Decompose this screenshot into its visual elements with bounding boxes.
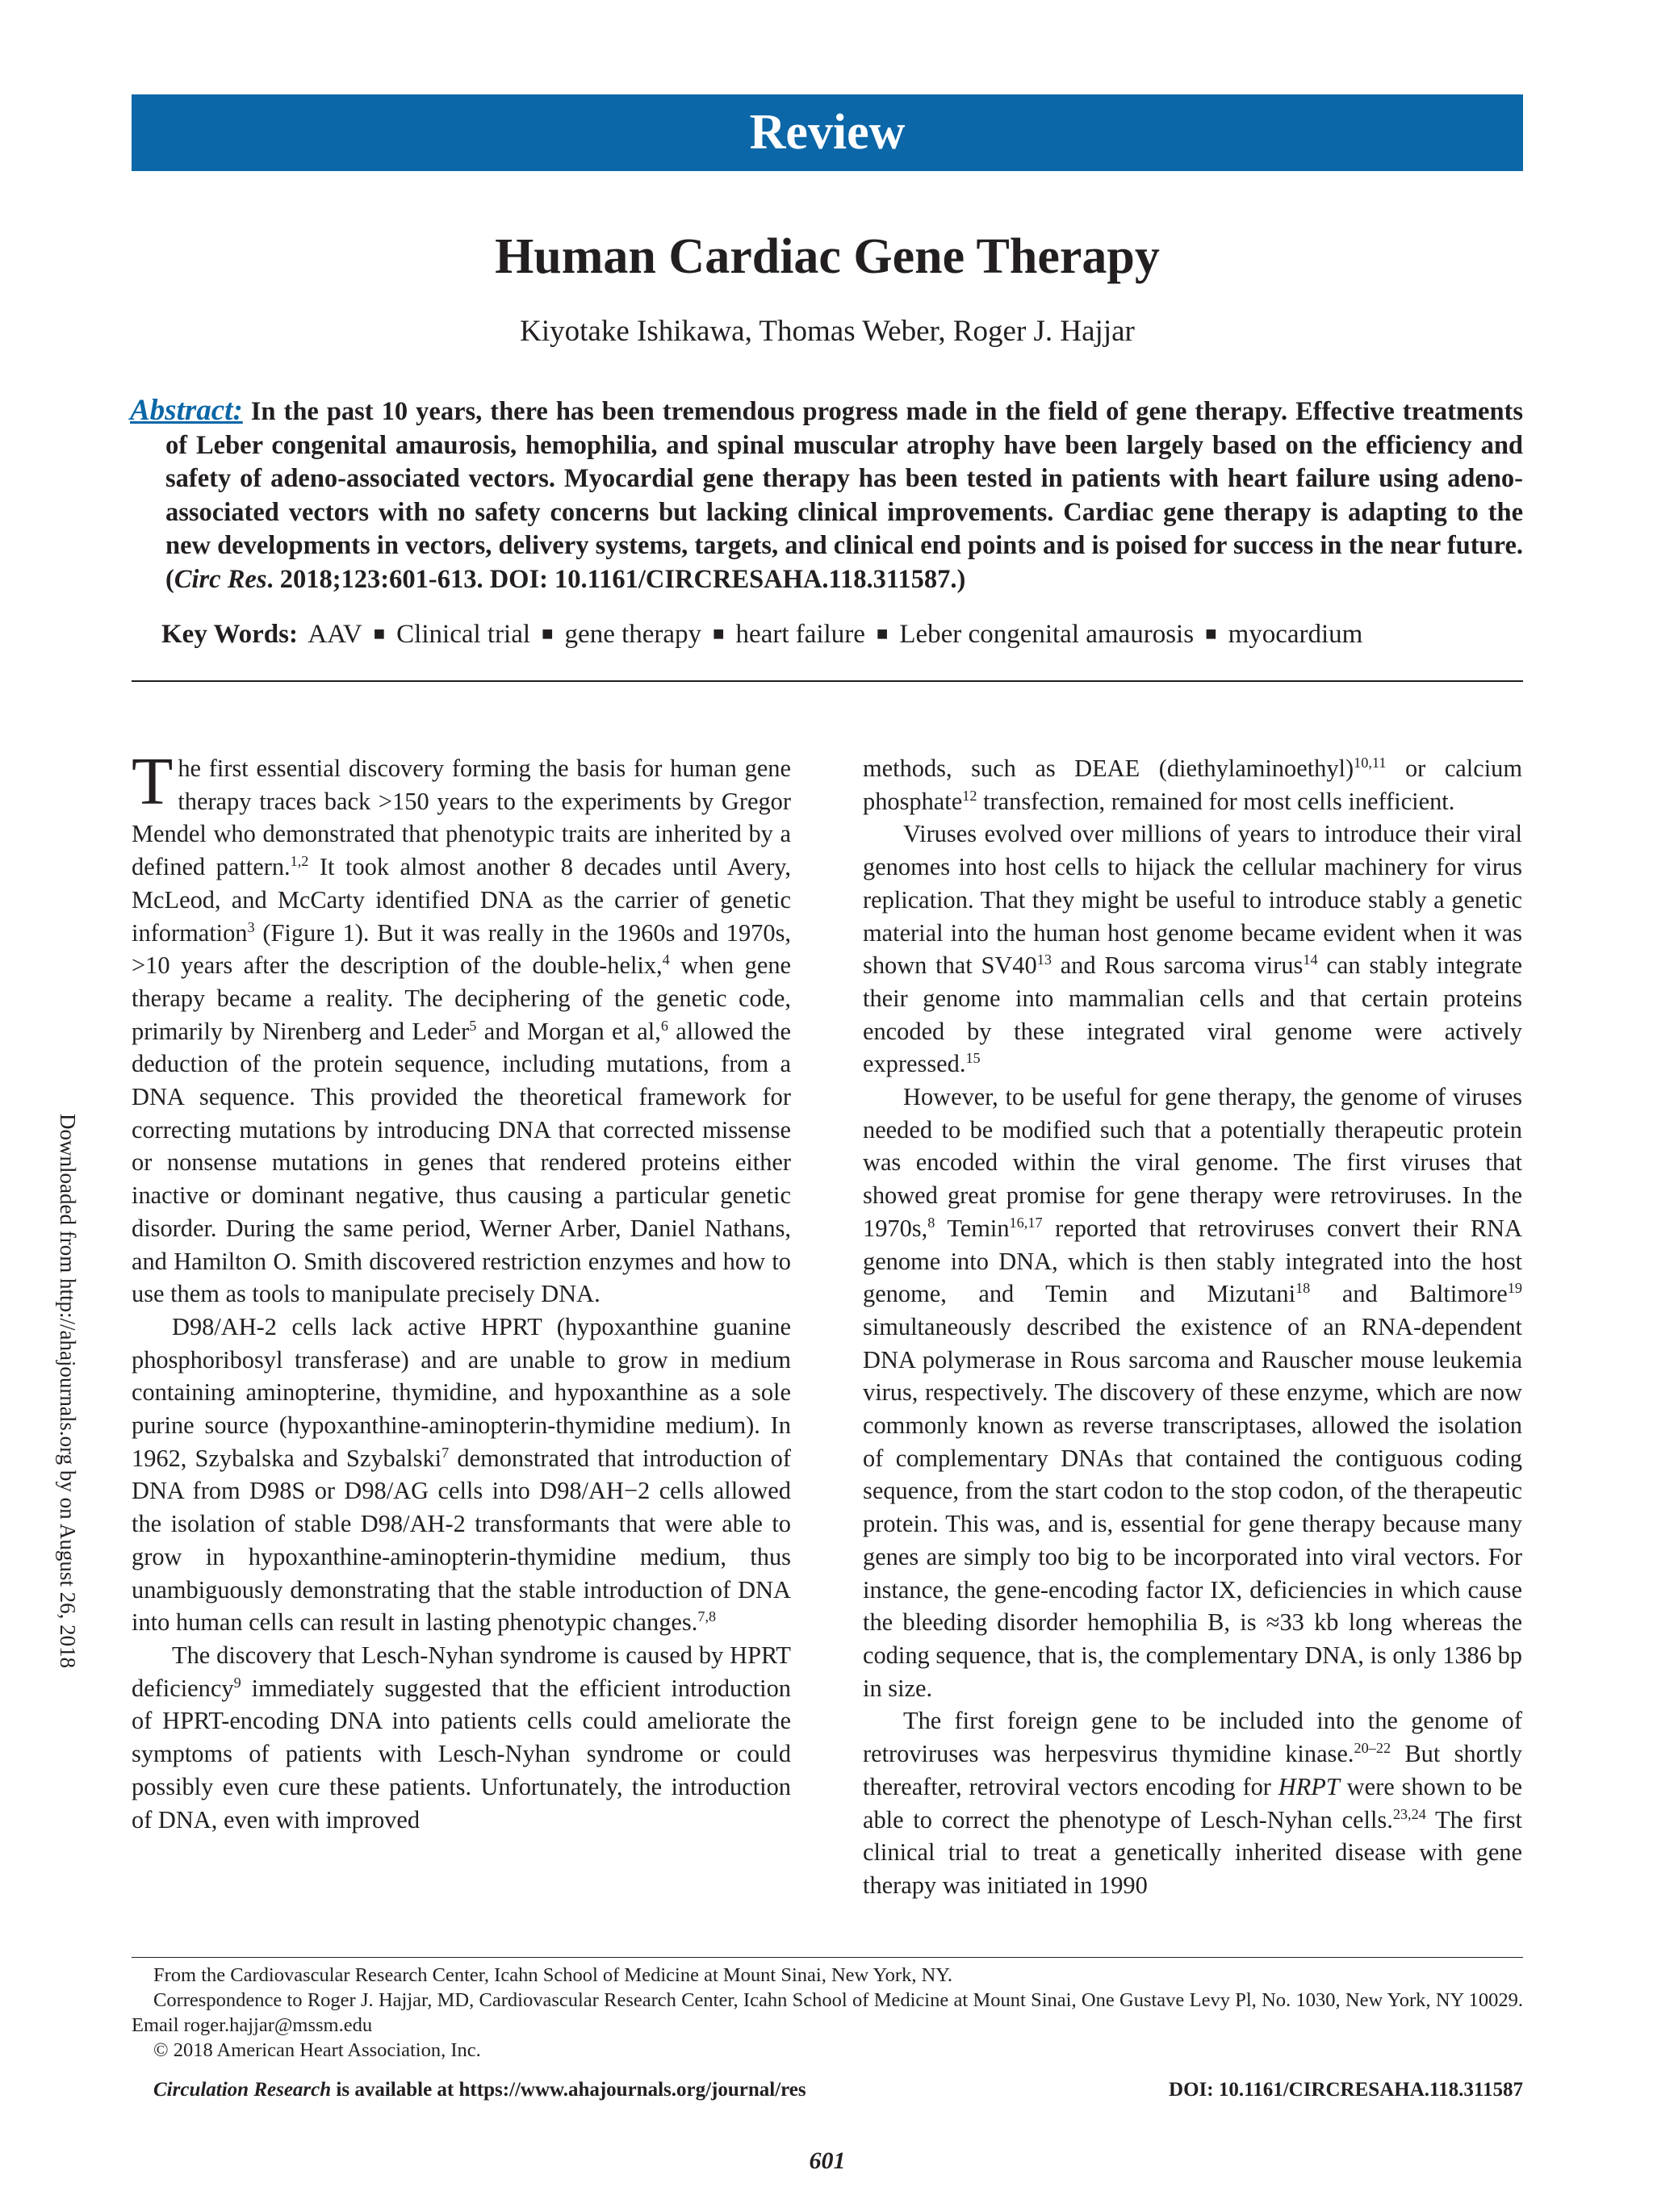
text-run: were shown to be able to correct the phenotype of Lesch-Nyhan cells.	[863, 1772, 1522, 1834]
text-run: (Figure 1). But it was really in the 1960s and 1970s, >10 years after the description of the double-helix,	[132, 918, 791, 980]
text-run: simultaneously described the existence of an RNA-dependent DNA polymerase in Rous sarcoma and Rauscher mouse leukemia virus, respectively. The discovery of these enzyme, which are now commonly known as reverse transcriptases, allowed the isolation of complementary DNAs that contained the contiguous coding sequence, from the start codon to the stop codon, of the therapeutic protein. This was, and is, essential for gene therapy because many genes are simply too big to be incorporated into viral vectors. For instance, the gene-encoding factor IX, deficiencies in which cause the bleeding disorder hemophilia B, is ≈33 kb long whereas the coding sequence, that is, the complementary DNA, is only 1386 bp in size.	[863, 1312, 1522, 1702]
keyword: Clinical trial	[396, 620, 531, 649]
text-run: reported that retroviruses convert their RNA genome into DNA, which is then stably integrated into the host genome, and Temin and Mizutani	[863, 1214, 1522, 1308]
author-list: Kiyotake Ishikawa, Thomas Weber, Roger J. Hajjar	[520, 315, 1135, 348]
download-watermark-text: Downloaded from http://ahajournals.org by on August 26, 2018	[56, 1114, 80, 1669]
reference-marker: 15	[965, 1050, 981, 1067]
reference-marker: 20–22	[1354, 1740, 1391, 1757]
text-run: The first foreign gene to be included into the genome of retroviruses was herpesvirus thymidine kinase.	[863, 1707, 1522, 1768]
reference-marker: 13	[1036, 951, 1052, 968]
reference-marker: 14	[1303, 951, 1318, 968]
copyright-note: © 2018 American Heart Association, Inc.	[153, 2039, 481, 2061]
page-number: 601	[809, 2147, 846, 2174]
affiliation-note: From the Cardiovascular Research Center, Icahn School of Medicine at Mount Sinai, New York, NY.	[153, 1964, 952, 1986]
keyword: gene therapy	[564, 620, 702, 649]
footnotes	[132, 1963, 1523, 2063]
keyword: myocardium	[1228, 620, 1363, 649]
footnote-divider	[132, 1957, 1523, 1958]
body-paragraph	[863, 1081, 1522, 1704]
text-run: can stably integrate their genome into mammalian cells and that certain proteins encoded by these integrated viral genome were actively expressed.	[863, 951, 1522, 1078]
reference-marker: 1,2	[290, 853, 309, 870]
abstract-label: Abstract:	[130, 394, 243, 427]
text-run: when gene therapy became a reality. The deciphering of the genetic code, primarily by Nirenberg and Leder	[132, 951, 792, 1045]
body-paragraph	[863, 752, 1522, 817]
header-divider	[132, 680, 1523, 682]
reference-marker: 10,11	[1354, 755, 1387, 771]
body-paragraph	[132, 1639, 791, 1836]
keyword: AAV	[308, 620, 362, 649]
reference-marker: 19	[1507, 1280, 1522, 1297]
text-run: Temin	[935, 1214, 1010, 1242]
reference-marker: 16,17	[1009, 1214, 1043, 1231]
text-run: The first clinical trial to treat a genetically inherited disease with gene therapy was initiated in 1990	[863, 1805, 1522, 1899]
abstract-citation-journal: Circ Res	[174, 564, 267, 594]
reference-marker: 3	[247, 918, 255, 935]
reference-marker: 4	[662, 951, 670, 968]
text-run: allowed the deduction of the protein sequence, including mutations, from a DNA sequence. This provided the theoretical framework for correcting mutations by introducing DNA that corrected missense or nonsense mutations in genes that rendered proteins either inactive or dominant negative, thus causing a particular genetic disorder. During the same period, Werner Arber, Daniel Nathans, and Hamilton O. Smith discovered restriction enzymes and how to use them as tools to manipulate precisely DNA.	[132, 1017, 791, 1308]
text-run: D98/AH-2 cells lack active HPRT (hypoxanthine guanine phosphoribosyl transferase) and are unable to grow in medium containing aminopterine, thymidine, and hypoxanthine as a sole purine source (hypoxanthine-aminopterin-thymidine medium). In 1962, Szybalska and Szybalski	[132, 1312, 791, 1472]
body-paragraph	[863, 1704, 1522, 1901]
text-run: methods, such as DEAE (diethylaminoethyl)	[863, 755, 1354, 782]
text-run: and Rous sarcoma virus	[1051, 951, 1304, 980]
square-bullet-icon: ■	[876, 624, 889, 645]
article-title: Human Cardiac Gene Therapy	[495, 229, 1160, 284]
reference-marker: 5	[469, 1017, 477, 1034]
download-watermark	[52, 1114, 85, 1792]
text-run: he first essential discovery forming the basis for human gene therapy traces back >150 years to the experiments by Gregor Mendel who demonstrated that phenotypic traits are inherited by a defined pattern.	[132, 755, 791, 881]
correspondence-note: Correspondence to Roger J. Hajjar, MD, Cardiovascular Research Center, Icahn School of Medicine at Mount Sinai, One Gustave Levy Pl, No. 1030, New York, NY 10029. Email roger.hajjar@mssm.edu	[132, 1989, 1523, 2036]
reference-marker: 6	[660, 1017, 668, 1034]
reference-marker: 12	[962, 787, 977, 804]
section-banner: Review	[132, 94, 1523, 171]
text-run: and Morgan et al,	[476, 1017, 661, 1045]
abstract-text: In the past 10 years, there has been tremendous progress made in the field of gene therapy. Effective treatments of Leber congenital amaurosis, hemophilia, and spinal muscular atrophy have been largely based on the efficiency and safety of adeno-associated vectors. Myocardial gene therapy has been tested in patients with heart failure using adeno-associated vectors with no safety concerns but lacking clinical improvements. Cardiac gene therapy is adapting to the new developments in vectors, delivery systems, targets, and clinical end points and is poised for success in the near future.	[165, 397, 1523, 560]
body-column-right	[863, 752, 1522, 1902]
reference-marker: 7,8	[697, 1608, 717, 1625]
body-paragraph	[132, 744, 792, 1311]
text-run: But shortly thereafter, retroviral vectors encoding for	[863, 1740, 1522, 1800]
reference-marker: 7	[441, 1444, 450, 1461]
square-bullet-icon: ■	[542, 624, 554, 645]
journal-name: Circulation Research	[153, 2079, 332, 2101]
body-paragraph	[132, 1311, 791, 1639]
keyword: heart failure	[735, 620, 865, 649]
square-bullet-icon: ■	[713, 624, 725, 645]
square-bullet-icon: ■	[373, 624, 386, 645]
keyword: Leber congenital amaurosis	[899, 620, 1195, 649]
text-run: The discovery that Lesch-Nyhan syndrome is caused by HPRT deficiency	[132, 1641, 791, 1702]
text-run: or calcium phosphate	[863, 755, 1523, 815]
reference-marker: 18	[1295, 1280, 1311, 1297]
journal-availability: is available at https://www.ahajournals.org/journal/res	[331, 2079, 806, 2101]
text-run: immediately suggested that the efficient introduction of HPRT-encoding DNA into patients cells could ameliorate the symptoms of patients with Lesch-Nyhan syndrome or could possibly even cure these patients. Unfortunately, the introduction of DNA, even with improved	[132, 1674, 791, 1834]
reference-marker: 23,24	[1392, 1805, 1426, 1822]
reference-marker: 8	[927, 1214, 935, 1231]
text-run: transfection, remained for most cells inefficient.	[977, 787, 1455, 815]
body-column-left	[132, 744, 792, 1836]
text-run: Viruses evolved over millions of years to introduce their viral genomes into host cells to hijack the cellular machinery for virus replication. That they might be useful to introduce stably a genetic material into the human host genome became evident when it was shown that SV40	[863, 820, 1522, 980]
abstract-citation-rest: . 2018;123:601-613. DOI: 10.1161/CIRCRESAHA.118.311587.)	[266, 564, 966, 594]
text-run: However, to be useful for gene therapy, the genome of viruses needed to be modified such that a potentially therapeutic protein was encoded within the viral genome. The first viruses that showed great promise for gene therapy were retroviruses. In the 1970s,	[863, 1083, 1522, 1242]
keywords-label: Key Words:	[161, 620, 298, 649]
gene-name: HRPT	[1278, 1772, 1340, 1800]
text-run: demonstrated that introduction of DNA from D98S or D98/AG cells into D98/AH−2 cells allowed the isolation of stable D98/AH-2 transformants that were able to grow in hypoxanthine-aminopterin-thymidine medium, thus unambiguously demonstrating that the stable introduction of DNA into human cells can result in lasting phenotypic changes.	[132, 1444, 791, 1637]
square-bullet-icon: ■	[1205, 624, 1217, 645]
abstract-citation-open: (	[165, 564, 174, 594]
reference-marker: 9	[233, 1674, 241, 1691]
abstract	[130, 394, 1523, 596]
footer-doi: DOI: 10.1161/CIRCRESAHA.118.311587	[1169, 2079, 1523, 2101]
text-run: It took almost another 8 decades until Avery, McLeod, and McCarty identified DNA as the carrier of genetic information	[132, 853, 792, 947]
text-run: and Baltimore	[1310, 1280, 1508, 1308]
keywords	[161, 617, 1523, 654]
journal-footer	[153, 2077, 1523, 2103]
drop-cap: T	[132, 744, 174, 819]
body-paragraph	[863, 817, 1522, 1081]
